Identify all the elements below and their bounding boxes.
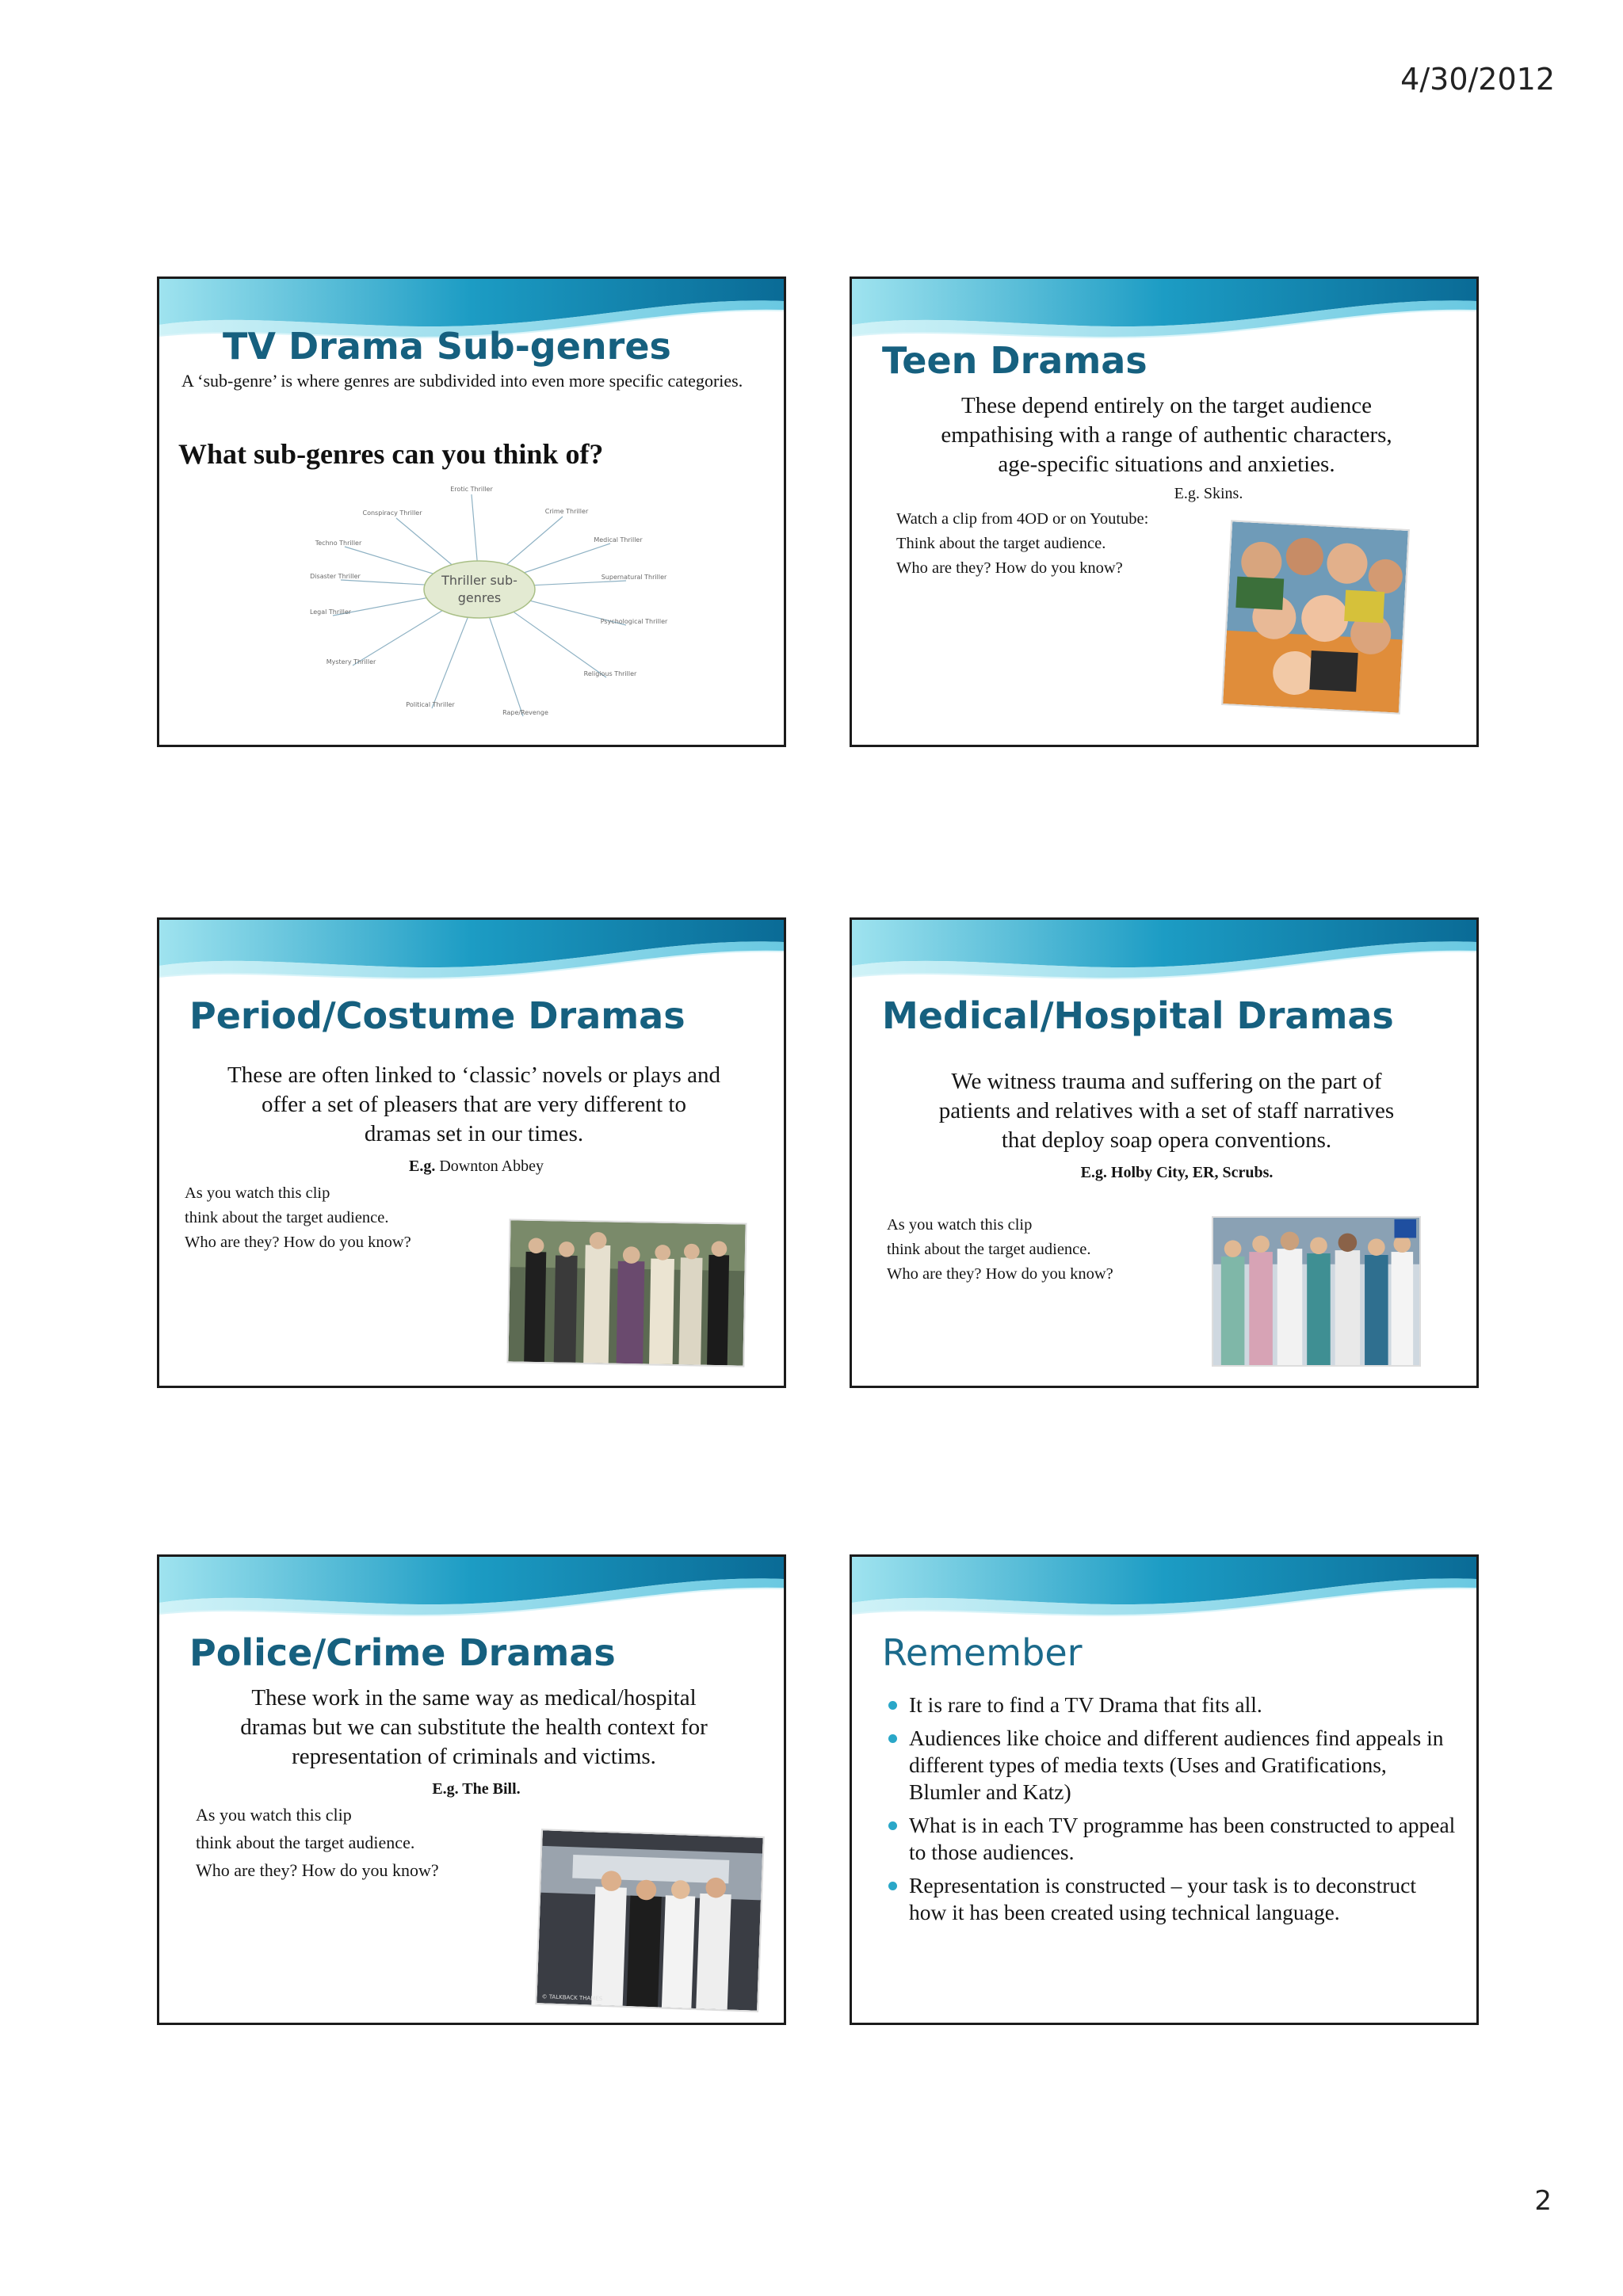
slide-example (1010, 1164, 1343, 1182)
slide-title: Teen Dramas (882, 339, 1148, 382)
body-line: empathising with a range of authentic characters, (941, 422, 1392, 448)
node-supernatural: Supernatural Thriller (601, 574, 667, 581)
slide-example (357, 1780, 595, 1798)
node-medical: Medical Thriller (594, 536, 643, 543)
prompt-line: As you watch this clip (196, 1805, 352, 1825)
body-line: These are often linked to ‘classic’ novels or plays and (227, 1062, 720, 1088)
slide-description: A ‘sub-genre’ is where genres are subdivided into even more specific categories. (181, 371, 743, 391)
node-rape-revenge: Rape/Revenge (502, 709, 548, 716)
prompt-line: Who are they? How do you know? (196, 1860, 439, 1880)
body-line: dramas but we can substitute the health context for (240, 1714, 708, 1740)
slide-police-crime-dramas (157, 1554, 786, 2025)
node-crime: Crime Thriller (544, 508, 589, 515)
slide-prompts (185, 1181, 411, 1255)
slide-remember (850, 1554, 1479, 2025)
photo-caption: © TALKBACK THAMES (541, 1993, 603, 2002)
slide-body (876, 1067, 1457, 1155)
slide-title: Period/Costume Dramas (189, 994, 685, 1037)
body-line: that deploy soap opera conventions. (1001, 1127, 1332, 1153)
example-prefix: E.g. (408, 1158, 436, 1175)
slide-teen-dramas (850, 277, 1479, 747)
body-line: These work in the same way as medical/hospital (251, 1685, 697, 1711)
slide-question: What sub-genres can you think of? (178, 438, 604, 470)
prompt-line: As you watch this clip (887, 1216, 1033, 1234)
body-line: We witness trauma and suffering on the part of (951, 1069, 1382, 1094)
prompt-line: Think about the target audience. (896, 535, 1106, 552)
body-line: age-specific situations and anxieties. (998, 452, 1335, 477)
downton-abbey-photo (506, 1219, 747, 1367)
node-mystery: Mystery Thriller (326, 658, 376, 666)
bullet-item: What is in each TV programme has been constructed to appeal to those audiences. (887, 1812, 1457, 1866)
body-line: dramas set in our times. (364, 1121, 584, 1146)
slide-prompts (896, 507, 1148, 581)
slide-prompts (887, 1213, 1113, 1287)
slide-banner (852, 1557, 1476, 1628)
the-bill-photo (535, 1829, 765, 2012)
mindmap-center-line2: genres (457, 590, 502, 605)
prompt-line: Who are they? How do you know? (896, 559, 1123, 577)
slide-example (357, 1158, 595, 1176)
page-date: 4/30/2012 (1400, 62, 1555, 97)
slide-medical-hospital-dramas (850, 917, 1479, 1388)
body-line: representation of criminals and victims. (292, 1744, 656, 1769)
bullet-item: Audiences like choice and different audiences find appeals in different types of media texts (Uses and Gratifications, Blumler and Katz) (887, 1725, 1457, 1806)
prompt-line: Watch a clip from 4OD or on Youtube: (896, 510, 1149, 528)
node-religious: Religious Thriller (583, 670, 637, 677)
slide-title: Police/Crime Dramas (189, 1631, 616, 1674)
slide-example: E.g. Skins. (1174, 485, 1243, 502)
prompt-line: think about the target audience. (185, 1209, 389, 1226)
skins-cast-photo (1221, 520, 1410, 715)
body-line: patients and relatives with a set of staff narratives (938, 1098, 1395, 1123)
prompt-line: As you watch this clip (185, 1184, 330, 1202)
mindmap-center-line1: Thriller sub- (441, 573, 517, 588)
slide-body (183, 1061, 765, 1149)
body-line: offer a set of pleasers that are very different to (262, 1092, 686, 1117)
node-conspiracy: Conspiracy Thriller (362, 509, 422, 517)
bullet-item: It is rare to find a TV Drama that fits all. (887, 1691, 1457, 1718)
slide-period-costume-dramas (157, 917, 786, 1388)
slide-title: Medical/Hospital Dramas (882, 994, 1394, 1037)
node-psychological: Psychological Thriller (600, 618, 668, 625)
slide-banner (852, 920, 1476, 991)
slide-title: TV Drama Sub-genres (223, 325, 671, 368)
page-number: 2 (1534, 2185, 1552, 2217)
thriller-mindmap (289, 477, 685, 746)
prompt-line: Who are they? How do you know? (185, 1234, 411, 1251)
prompt-line: think about the target audience. (196, 1833, 415, 1852)
slide-banner (159, 920, 784, 991)
slide-tv-drama-subgenres (157, 277, 786, 747)
node-erotic: Erotic Thriller (450, 486, 493, 493)
node-legal: Legal Thriller (309, 608, 352, 616)
node-techno: Techno Thriller (315, 540, 362, 547)
slide-prompts (196, 1801, 439, 1884)
node-political: Political Thriller (406, 701, 455, 708)
example-text: E.g. Holby City, ER, Scrubs. (1080, 1164, 1274, 1181)
remember-bullet-list (887, 1691, 1457, 1932)
slide-body (884, 391, 1449, 479)
node-disaster: Disaster Thriller (310, 573, 361, 580)
slide-body (183, 1684, 765, 1772)
medical-cast-photo (1212, 1216, 1421, 1367)
example-text: Downton Abbey (435, 1158, 544, 1175)
slide-title: Remember (882, 1631, 1083, 1674)
body-line: These depend entirely on the target audience (960, 393, 1373, 418)
prompt-line: think about the target audience. (887, 1241, 1091, 1258)
example-text: E.g. The Bill. (432, 1780, 521, 1798)
slide-banner (159, 1557, 784, 1628)
bullet-item: Representation is constructed – your task is to deconstruct how it has been created using technical language. (887, 1872, 1457, 1926)
prompt-line: Who are they? How do you know? (887, 1265, 1113, 1283)
